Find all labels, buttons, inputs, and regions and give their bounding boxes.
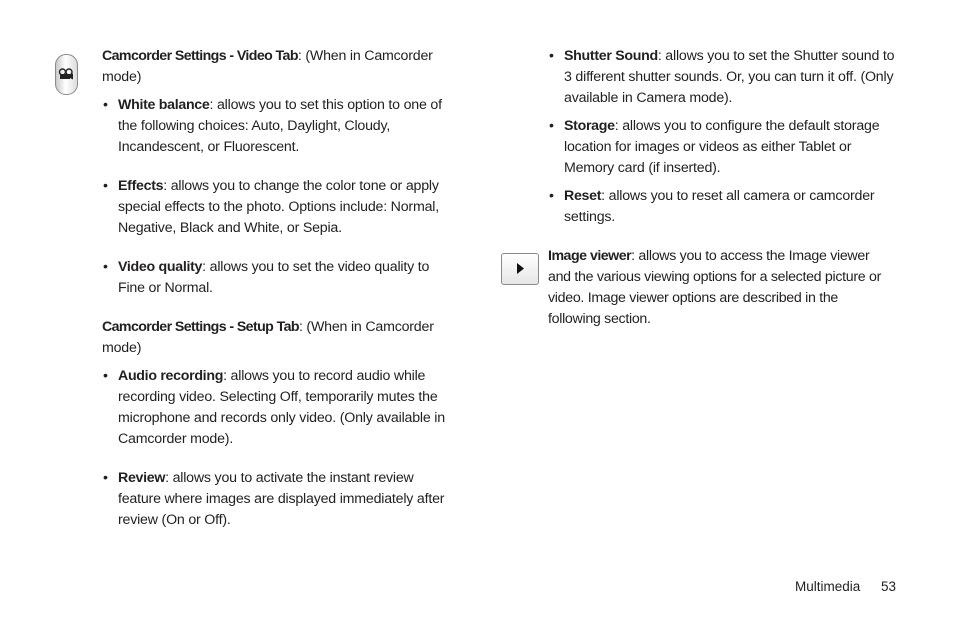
image-viewer-paragraph: Image viewer: allows you to access the Image viewer and the various viewing options for a selected picture or video. Image viewer options are described in the following section. — [548, 248, 882, 327]
play-icon — [502, 254, 537, 283]
list-item-reset: • Reset: allows you to reset all camera or camcorder settings. — [548, 186, 898, 228]
right-column — [548, 46, 898, 228]
setup-tab-heading: Camcorder Settings - Setup Tab: (When in Camcorder mode) — [102, 319, 434, 356]
left-column — [102, 46, 452, 531]
page-number: 53 — [881, 579, 897, 594]
footer-section-title: Multimedia — [795, 579, 861, 594]
image-viewer-play-button — [501, 253, 539, 285]
list-item-shutter-sound: • Shutter Sound: allows you to set the Shutter sound to 3 different shutter sounds. Or, you can turn it off. (Only available in Camera mode). — [548, 46, 898, 109]
video-tab-heading: Camcorder Settings - Video Tab: (When in Camcorder mode) — [102, 48, 433, 85]
list-item-white-balance: • White balance: allows you to set this option to one of the following choices: Auto, Daylight, Cloudy, Incandescent, or Fluorescent. — [102, 95, 452, 158]
list-item-video-quality: • Video quality: allows you to set the video quality to Fine or Normal. — [102, 257, 452, 299]
camcorder-mode-icon — [55, 54, 78, 95]
camera-settings-list — [548, 46, 898, 228]
setup-tab-list — [102, 366, 452, 531]
list-item-storage: • Storage: allows you to configure the default storage location for images or videos as either Tablet or Memory card (if inserted). — [548, 116, 898, 179]
video-tab-list — [102, 95, 452, 299]
list-item-effects: • Effects: allows you to change the color tone or apply special effects to the photo. Options include: Normal, Negative, Black and White, or Sepia. — [102, 176, 452, 239]
list-item-review: • Review: allows you to activate the instant review feature where images are displayed immediately after review (On or Off). — [102, 468, 452, 531]
list-item-audio-recording: • Audio recording: allows you to record audio while recording video. Selecting Off, temporarily mutes the microphone and records only video. (Only available in Camcorder mode). — [102, 366, 452, 450]
